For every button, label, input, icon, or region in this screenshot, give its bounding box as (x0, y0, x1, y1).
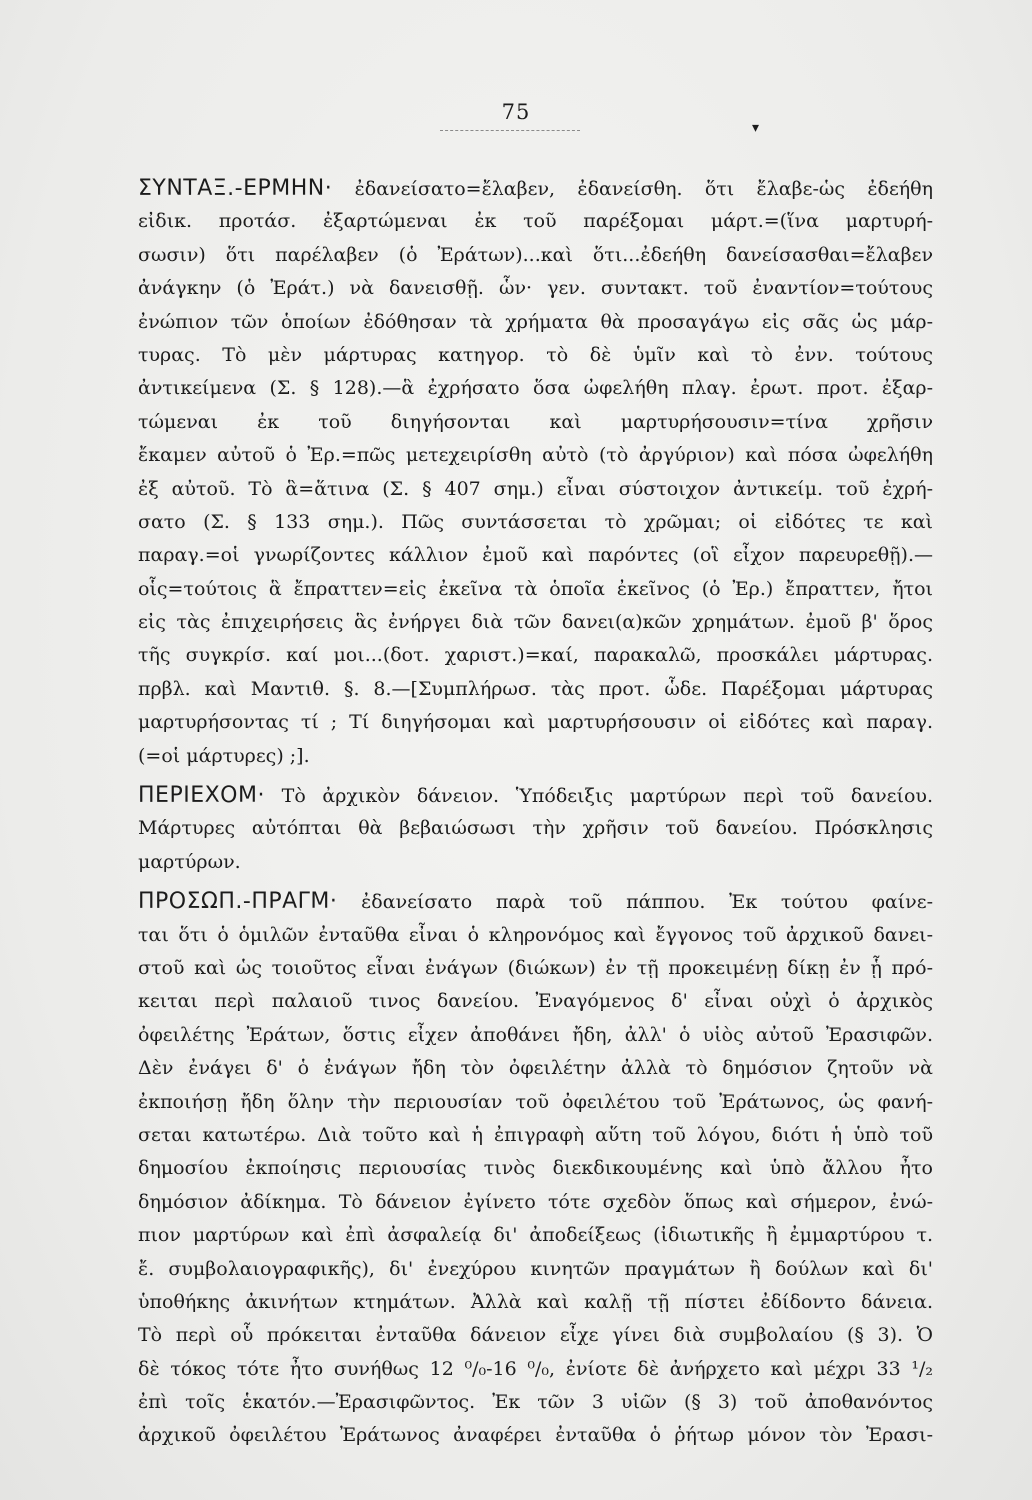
body-line: ἐνώπιον τῶν ὁποίων ἐδόθησαν τὰ χρήματα θὰ προσαγάγω εἰς σᾶς ὡς μάρ- (138, 310, 933, 333)
body-line: πιον μαρτύρων καὶ ἐπὶ ἀσφαλείᾳ δι' ἀποδείξεως (ἰδιωτικῆς ἢ ἐμμαρτύρου τ. (138, 1224, 933, 1247)
body-line: δὲ τόκος τότε ἦτο συνήθως 12 ⁰/₀-16 ⁰/₀, ἐνίοτε δὲ ἀνήρχετο καὶ μέχρι 33 ¹/₂ (138, 1357, 933, 1380)
body-line: παραγ.=οἱ γνωρίζοντες κάλλιον ἐμοῦ καὶ παρόντες (οἳ εἶχον παρευρεθῇ).— (138, 544, 933, 567)
body-line: τῆς συγκρίσ. καί μοι...(δοτ. χαριστ.)=καί, παρακαλῶ, προσκάλει μάρτυρας. (138, 644, 933, 667)
body-line: ται ὅτι ὁ ὁμιλῶν ἐνταῦθα εἶναι ὁ κληρονόμος καὶ ἔγγονος τοῦ ἀρχικοῦ δανει- (138, 923, 933, 946)
section-first-line (138, 172, 933, 205)
section-first-line (138, 779, 933, 812)
body-line: σωσιν) ὅτι παρέλαβεν (ὁ Ἐράτων)...καὶ ὅτι...ἐδεήθη δανείσασθαι=ἔλαβεν (138, 243, 933, 266)
page-number-rule (440, 130, 580, 131)
body-line: τώμεναι ἐκ τοῦ διηγήσονται καὶ μαρτυρήσουσιν=τίνα χρῆσιν (138, 410, 933, 433)
body-line: ἐκποιήσῃ ἤδη ὅλην τὴν περιουσίαν τοῦ ὀφειλέτου τοῦ Ἐράτωνος, ὡς φανή- (138, 1090, 933, 1113)
body-line: ἔ. συμβολαιογραφικῆς), δι' ἐνεχύρου κινητῶν πραγμάτων ἢ δούλων καὶ δι' (138, 1257, 933, 1280)
body-line: κειται περὶ παλαιοῦ τινος δανείου. Ἐναγόμενος δ' εἶναι οὐχὶ ὁ ἀρχικὸς (138, 990, 933, 1013)
body-line: ἐδανείσατο=ἔλαβεν, ἐδανείσθη. ὅτι ἔλαβε-ὡς ἐδεήθη (354, 178, 933, 200)
body-line: δημοσίου ἐκποίησις περιουσίας τινὸς διεκδικουμένης καὶ ὑπὸ ἄλλου ἦτο (138, 1157, 933, 1180)
body-line: ἀντικείμενα (Σ. § 128).—ἃ ἐχρήσατο ὅσα ὠφελήθη πλαγ. ἐρωτ. προτ. ἐξαρ- (138, 377, 933, 400)
section-heading-syntax: ΣΥΝΤΑΞ.-ΕΡΜΗΝ· (138, 176, 333, 201)
body-line: ἐδανείσατο παρὰ τοῦ πάππου. Ἐκ τούτου φαίνε- (361, 891, 933, 914)
body-line: ἀρχικοῦ ὀφειλέτου Ἐράτωνος ἀναφέρει ἐνταῦθα ὁ ῥήτωρ μόνον τὸν Ἐρασι- (138, 1424, 933, 1447)
margin-mark: ▾ (752, 120, 760, 136)
body-line: δημόσιον ἀδίκημα. Τὸ δάνειον ἐγίνετο τότε σχεδὸν ὅπως καὶ σήμερον, ἐνώ- (138, 1190, 933, 1213)
body-line: ὑποθήκης ἀκινήτων κτημάτων. Ἀλλὰ καὶ καλῇ τῇ πίστει ἐδίδοντο δάνεια. (138, 1290, 933, 1313)
section-first-line (138, 885, 933, 918)
page-body (138, 172, 933, 1453)
body-line: οἷς=τούτοις ἃ ἔπραττεν=εἰς ἐκεῖνα τὰ ὁποῖα ἐκεῖνος (ὁ Ἐρ.) ἔπραττεν, ἤτοι (138, 577, 933, 600)
body-line: σατο (Σ. § 133 σημ.). Πῶς συντάσσεται τὸ χρῶμαι; οἱ εἰδότες τε καὶ (138, 510, 933, 533)
body-line: εἰδικ. προτάσ. ἐξαρτώμεναι ἐκ τοῦ παρέξομαι μάρτ.=(ἵνα μαρτυρή- (138, 210, 933, 233)
body-line: Τὸ περὶ οὗ πρόκειται ἐνταῦθα δάνειον εἶχε γίνει διὰ συμβολαίου (§ 3). Ὁ (138, 1324, 933, 1347)
section-heading-contents: ΠΕΡΙΕΧΟΜ· (138, 783, 265, 809)
section-heading-persons: ΠΡΟΣΩΠ.-ΠΡΑΓΜ· (138, 889, 338, 915)
body-line: εἰς τὰς ἐπιχειρήσεις ἃς ἐνήργει διὰ τῶν δανει(α)κῶν χρημάτων. ἐμοῦ β' ὅρος (138, 611, 933, 634)
body-line: στοῦ καὶ ὡς τοιοῦτος εἶναι ἐνάγων (διώκων) ἐν τῇ προκειμένῃ δίκῃ ἐν ᾗ πρό- (138, 956, 933, 979)
body-line: σεται κατωτέρω. Διὰ τοῦτο καὶ ἡ ἐπιγραφὴ αὕτη τοῦ λόγου, διότι ἡ ὑπὸ τοῦ (138, 1123, 933, 1146)
body-line: ἔκαμεν αὐτοῦ ὁ Ἐρ.=πῶς μετεχειρίσθη αὐτὸ (τὸ ἀργύριον) καὶ πόσα ὠφελήθη (138, 444, 933, 467)
body-line: ἐπὶ τοῖς ἑκατόν.—Ἐρασιφῶντος. Ἐκ τῶν 3 υἱῶν (§ 3) τοῦ ἀποθανόντος (138, 1391, 933, 1414)
body-line: μαρτυρήσοντας τί ; Τί διηγήσομαι καὶ μαρτυρήσουσιν οἱ εἰδότες καὶ παραγ. (138, 711, 933, 734)
body-line: ὀφειλέτης Ἐράτων, ὅστις εἶχεν ἀποθάνει ἤδη, ἀλλ' ὁ υἱὸς αὐτοῦ Ἐρασιφῶν. (138, 1023, 933, 1046)
body-line: πρβλ. καὶ Μαντιθ. §. 8.—[Συμπλήρωσ. τὰς προτ. ὧδε. Παρέξομαι μάρτυρας (138, 677, 933, 700)
body-line: Τὸ ἀρχικὸν δάνειον. Ὑπόδειξις μαρτύρων περὶ τοῦ δανείου. (281, 785, 933, 808)
body-line: ἐξ αὐτοῦ. Τὸ ἃ=ἅτινα (Σ. § 407 σημ.) εἶναι σύστοιχον ἀντικείμ. τοῦ ἐχρή- (138, 477, 933, 500)
body-line: Δὲν ἐνάγει δ' ὁ ἐνάγων ἤδη τὸν ὀφειλέτην ἀλλὰ τὸ δημόσιον ζητοῦν νὰ (138, 1057, 933, 1080)
body-line: μαρτύρων. (138, 850, 241, 873)
page-number: 75 (501, 100, 531, 124)
body-line: ἀνάγκην (ὁ Ἐράτ.) νὰ δανεισθῇ. ὧν· γεν. συντακτ. τοῦ ἐναντίον=τούτους (138, 277, 933, 300)
body-line: Μάρτυρες αὐτόπται θὰ βεβαιώσωσι τὴν χρῆσιν τοῦ δανείου. Πρόσκλησις (138, 817, 933, 840)
body-line: (=οἱ μάρτυρες) ;]. (138, 744, 310, 767)
body-line: τυρας. Τὸ μὲν μάρτυρας κατηγορ. τὸ δὲ ὑμῖν καὶ τὸ ἐνν. τούτους (138, 343, 933, 366)
